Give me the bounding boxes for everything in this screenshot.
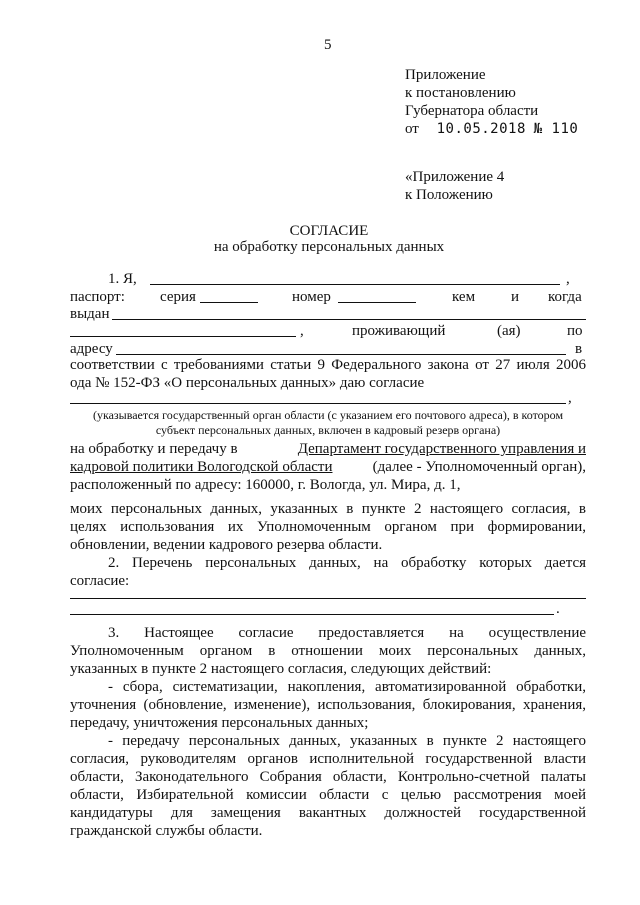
- issued-field-line: [112, 319, 586, 320]
- field-label: ,: [566, 271, 570, 287]
- paragraph-line: кандидатуры для замещения вакантных должностей государственной: [70, 805, 586, 821]
- field-label: по: [567, 323, 583, 339]
- series-field-line: [200, 302, 258, 303]
- paragraph-line: моих персональных данных, указанных в пункте 2 настоящего согласия, в: [70, 501, 586, 517]
- paragraph-line: целях использования их Уполномоченным органом при формировании,: [70, 519, 586, 535]
- paragraph-line: передачу, уничтожения персональных данных;: [70, 715, 369, 731]
- header-date-prefix: от: [405, 121, 419, 137]
- header-line: к постановлению: [405, 85, 516, 101]
- paragraph-line: соответствии с требованиями статьи 9 Федерального закона от 27 июля 2006: [70, 357, 586, 373]
- paragraph-line: 2. Перечень персональных данных, на обработку которых дается: [108, 555, 586, 571]
- issued-field-line-2: [70, 336, 296, 337]
- paragraph-line: ода № 152-ФЗ «О персональных данных» даю согласие: [70, 375, 425, 391]
- field-label: .: [556, 601, 560, 617]
- header-date-stamp: 10.05.2018: [436, 121, 526, 137]
- number-field-line: [338, 302, 416, 303]
- header-number-stamp: № 110: [533, 121, 579, 137]
- paragraph-line: Уполномоченным органом в отношении моих персональных данных,: [70, 643, 586, 659]
- paragraph-line: [70, 458, 586, 476]
- header-line: Губернатора области: [405, 103, 539, 119]
- paragraph-line: согласие:: [70, 573, 130, 589]
- field-hint: (указывается государственный орган области (с указанием его почтового адреса), в котором: [92, 408, 564, 422]
- paragraph-line: гражданской службы области.: [70, 823, 263, 839]
- document-title: СОГЛАСИЕ: [289, 223, 369, 239]
- field-label: выдан: [70, 306, 110, 322]
- header-line: Приложение: [405, 67, 486, 83]
- paragraph-line: области, Законодательного Собрания области, Контрольно-счетной палаты: [70, 769, 586, 785]
- header-line: к Положению: [405, 187, 493, 203]
- document-subtitle: на обработку персональных данных: [213, 239, 445, 255]
- field-label: и: [511, 289, 520, 305]
- header-date-line: [405, 120, 578, 138]
- field-label: в: [575, 341, 583, 357]
- text-run: на обработку и передачу в: [70, 441, 238, 457]
- paragraph-line: - передачу персональных данных, указанных в пункте 2 настоящего: [108, 733, 586, 749]
- paragraph-line: уточнения (обновление, изменение), использования, блокирования, хранения,: [70, 697, 586, 713]
- paragraph-line: обновлении, ведении кадрового резерва области.: [70, 537, 383, 553]
- page-number: 5: [324, 37, 332, 53]
- paragraph-line: области, Избирательной комиссии области с целью рассмотрения моей: [70, 787, 586, 803]
- paragraph-line: 3. Настоящее согласие предоставляется на осуществление: [108, 625, 586, 641]
- field-label: ,: [300, 323, 304, 339]
- field-label: (ая): [497, 323, 521, 339]
- field-label: ,: [568, 390, 572, 406]
- field-label: серия: [160, 289, 196, 305]
- paragraph-line: - сбора, систематизации, накопления, автоматизированной обработки,: [108, 679, 586, 695]
- paragraph-line: согласия, руководителям органов исполнительной государственной власти: [70, 751, 586, 767]
- pd-list-line: [70, 598, 586, 599]
- field-hint: субъект персональных данных, включен в кадровый резерв органа): [155, 423, 501, 437]
- field-label: когда: [548, 289, 582, 305]
- paragraph-line: [70, 440, 586, 458]
- department-name: Департамент государственного управления и: [297, 441, 586, 457]
- name-field-line: [150, 284, 560, 285]
- address-field-line: [116, 354, 566, 355]
- department-name: кадровой политики Вологодской области: [70, 459, 333, 475]
- field-label: проживающий: [352, 323, 446, 339]
- field-label: адресу: [70, 341, 113, 357]
- field-label: 1. Я,: [108, 271, 137, 287]
- organ-field-line: [70, 403, 566, 404]
- paragraph-line: указанных в пункте 2 настоящего согласия, следующих действий:: [70, 661, 492, 677]
- field-label: паспорт:: [70, 289, 125, 305]
- header-line: «Приложение 4: [405, 169, 505, 185]
- field-label: номер: [292, 289, 331, 305]
- field-label: кем: [452, 289, 476, 305]
- text-run: (далее - Уполномоченный орган),: [372, 459, 586, 475]
- pd-list-line: [70, 614, 554, 615]
- paragraph-line: расположенный по адресу: 160000, г. Вологда, ул. Мира, д. 1,: [70, 477, 461, 493]
